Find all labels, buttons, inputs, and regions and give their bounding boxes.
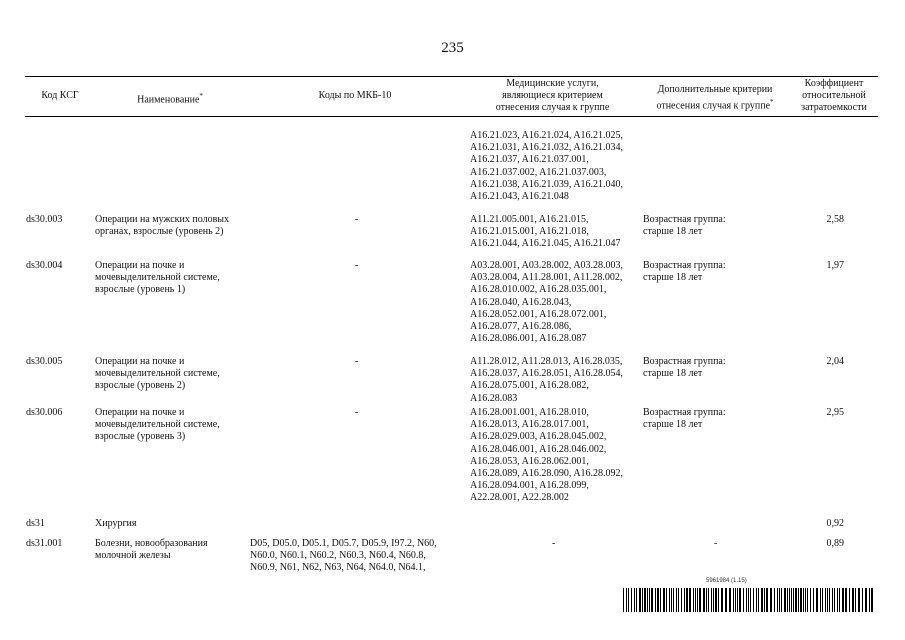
services-cell: - <box>552 538 556 549</box>
extra-cell: - <box>714 538 718 549</box>
header-code: Код КСГ <box>41 90 79 101</box>
header-services-line: Медицинские услуги, <box>506 78 599 89</box>
header-icd: Коды по МКБ-10 <box>318 90 392 101</box>
extra-cell: Возрастная группа: старше 18 лет <box>643 407 726 431</box>
header-services <box>465 78 640 115</box>
header-extra-line: Дополнительные критерии <box>657 84 773 95</box>
name-cell: Болезни, новообразования молочной железы <box>95 538 208 562</box>
name-cell: Операции на почке и мочевыделительной системе, взрослые (уровень 3) <box>95 407 220 443</box>
barcode-image <box>623 588 875 612</box>
code-cell: ds31 <box>26 518 45 529</box>
coef-cell: 2,58 <box>826 214 844 225</box>
services-cell: A16.28.001.001, A16.28.010, A16.28.013, A16.28.017.001, A16.28.029.003, A16.28.045.002, A16.28.046.001, A16.28.046.002, A16.28.053, A16.28.062.001, A16.28.089, A16.28.090, A16.28.092, A16.28.094.001, A16.28.099, A22.28.001, A22.28.002 <box>470 407 624 504</box>
header-extra-mark: * <box>770 98 774 107</box>
code-cell: ds30.005 <box>26 356 63 367</box>
header-coef-line: затратоемкости <box>801 102 867 114</box>
name-cell: Хирургия <box>95 518 137 529</box>
icd-cell: - <box>355 214 359 225</box>
services-cell: A16.21.023, A16.21.024, A16.21.025, A16.21.031, A16.21.032, A16.21.034, A16.21.037, A16.21.037.001, A16.21.037.002, A16.21.037.003, A16.21.038, A16.21.039, A16.21.040, A16.21.043, A16.21.048 <box>470 130 624 203</box>
table-top-rule <box>25 76 878 77</box>
name-cell: Операции на почке и мочевыделительной системе, взрослые (уровень 2) <box>95 356 220 392</box>
header-name-text: Наименование <box>137 94 200 106</box>
barcode-label: 5961984 (1.15) <box>706 578 747 584</box>
header-name <box>95 90 245 107</box>
name-cell: Операции на мужских половых органах, взрослые (уровень 2) <box>95 214 230 238</box>
services-cell: A11.28.012, A11.28.013, A16.28.035, A16.28.037, A16.28.051, A16.28.054, A16.28.075.001, A16.28.082, A16.28.083 <box>470 356 624 404</box>
header-bottom-rule <box>25 116 878 117</box>
services-cell: A03.28.001, A03.28.002, A03.28.003, A03.28.004, A11.28.001, A11.28.002, A16.28.010.002, A16.28.035.001, A16.28.040, A16.28.043, A16.28.052.001, A16.28.072.001, A16.28.077, A16.28.086, A16.28.086.001, A16.28.087 <box>470 260 624 345</box>
page-number: 235 <box>441 40 464 56</box>
header-coef-line: Коэффициент <box>804 78 864 89</box>
header-name-mark: * <box>199 92 203 100</box>
icd-cell: D05, D05.0, D05.1, D05.7, D05.9, I97.2, N60, N60.0, N60.1, N60.2, N60.3, N60.4, N60.8, N60.9, N61, N62, N63, N64, N64.0, N64.1, <box>250 538 437 574</box>
icd-cell: - <box>355 260 359 271</box>
services-cell: A11.21.005.001, A16.21.015, A16.21.015.001, A16.21.018, A16.21.044, A16.21.045, A16.21.047 <box>470 214 621 250</box>
code-cell: ds30.003 <box>26 214 63 225</box>
coef-cell: 1,97 <box>826 260 844 271</box>
header-extra <box>640 84 790 113</box>
code-cell: ds31.001 <box>26 538 63 549</box>
name-cell: Операции на почке и мочевыделительной системе, взрослые (уровень 1) <box>95 260 220 296</box>
header-services-line: являющиеся критерием <box>502 90 603 102</box>
extra-cell: Возрастная группа: старше 18 лет <box>643 356 726 380</box>
code-cell: ds30.004 <box>26 260 63 271</box>
coef-cell: 2,95 <box>826 407 844 418</box>
extra-cell: Возрастная группа: старше 18 лет <box>643 214 726 238</box>
header-extra-line: отнесения случая к группе* <box>656 98 774 112</box>
header-coef <box>790 78 878 115</box>
coef-cell: 0,89 <box>826 538 844 549</box>
icd-cell: - <box>355 407 359 418</box>
icd-cell: - <box>355 356 359 367</box>
coef-cell: 0,92 <box>826 518 844 529</box>
header-services-line: отнесения случая к группе <box>495 102 610 114</box>
coef-cell: 2,04 <box>826 356 844 367</box>
extra-cell: Возрастная группа: старше 18 лет <box>643 260 726 284</box>
header-coef-line: относительной <box>802 90 866 102</box>
code-cell: ds30.006 <box>26 407 63 418</box>
